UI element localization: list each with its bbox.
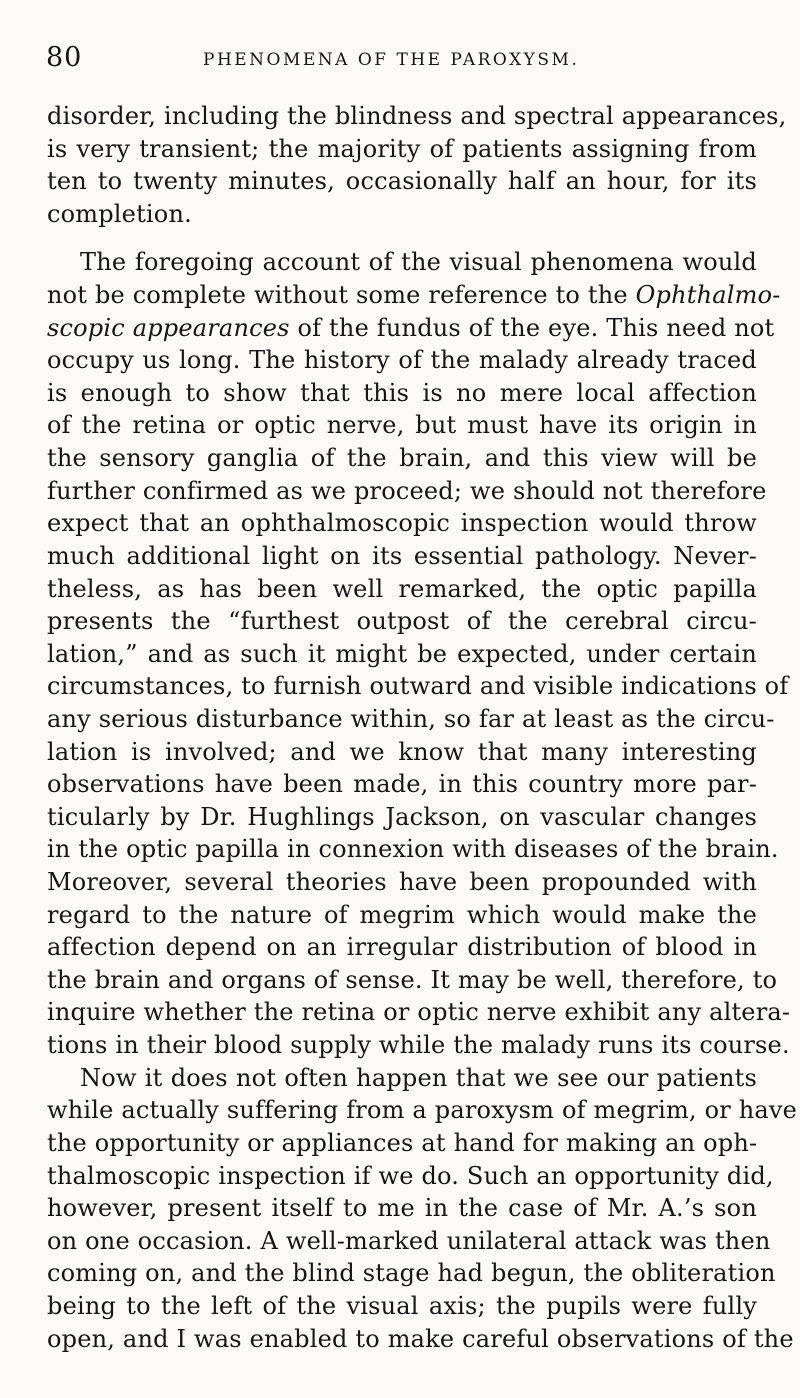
text-line: the sensory ganglia of the brain, and this view will be — [47, 444, 757, 473]
text-line: open, and I was enabled to make careful observations of the — [47, 1324, 794, 1353]
text-line: the brain and organs of sense. It may be well, therefore, to — [47, 965, 778, 994]
text-line: of the retina or optic nerve, but must have its origin in — [47, 411, 757, 440]
text-line: affection depend on an irregular distribution of blood in — [47, 933, 757, 962]
text-line: occupy us long. The history of the malady already traced — [47, 346, 757, 375]
text-line: ten to twenty minutes, occasionally half an hour, for its — [47, 167, 757, 196]
text-line: on one occasion. A well-marked unilateral attack was then — [47, 1226, 771, 1255]
text-line: however, present itself to me in the case of Mr. A.’s son — [47, 1194, 757, 1223]
running-head: PHENOMENA OF THE PAROXYSM. — [203, 50, 580, 70]
text-line: lation,” and as such it might be expected, under certain — [47, 639, 757, 668]
text-line: much additional light on its essential pathology. Never- — [47, 541, 757, 570]
italic-term: scopic appearances — [47, 313, 290, 342]
text-line: any serious disturbance within, so far at least as the circu- — [47, 704, 775, 733]
body-text — [47, 100, 798, 1355]
text-line: coming on, and the blind stage had begun, the obliteration — [47, 1259, 776, 1288]
text-line: is very transient; the majority of patients assigning from — [47, 134, 757, 163]
text-line: presents the “furthest outpost of the cerebral circu- — [47, 607, 757, 636]
text-line: Moreover, several theories have been propounded with — [47, 868, 757, 897]
text-line: scopic appearances of the fundus of the eye. This need not — [47, 313, 775, 342]
text-line: regard to the nature of megrim which would make the — [47, 900, 757, 929]
paragraph-start-line: Now it does not often happen that we see our patients — [80, 1063, 757, 1092]
text-line: not be complete without some reference to the Ophthalmo- — [47, 281, 781, 310]
text-line: being to the left of the visual axis; the pupils were fully — [47, 1291, 757, 1320]
text-line: lation is involved; and we know that many interesting — [47, 737, 757, 766]
text-line: in the optic papilla in connexion with diseases of the brain. — [47, 835, 779, 864]
paragraph-start-line: The foregoing account of the visual phenomena would — [80, 248, 757, 277]
text-line: disorder, including the blindness and spectral appearances, — [47, 102, 787, 130]
page-header — [0, 38, 800, 78]
text-line: completion. — [47, 199, 192, 228]
page-number: 80 — [46, 42, 83, 73]
text-line: expect that an ophthalmoscopic inspection would throw — [47, 509, 757, 538]
text-line: inquire whether the retina or optic nerve exhibit any altera- — [47, 998, 791, 1027]
text-line: ticularly by Dr. Hughlings Jackson, on vascular changes — [47, 802, 757, 831]
text-line: further confirmed as we proceed; we should not therefore — [47, 476, 767, 505]
text-line: the opportunity or appliances at hand for making an oph- — [47, 1128, 758, 1157]
text-line: theless, as has been well remarked, the optic papilla — [47, 574, 757, 603]
text-line: observations have been made, in this country more par- — [47, 770, 757, 799]
italic-term: Ophthalmo- — [635, 281, 781, 310]
text-line: thalmoscopic inspection if we do. Such an opportunity did, — [47, 1161, 774, 1190]
text-line: circumstances, to furnish outward and visible indications of — [47, 672, 789, 701]
text-line: is enough to show that this is no mere local affection — [47, 378, 757, 407]
text-line: while actually suffering from a paroxysm of megrim, or have — [47, 1096, 798, 1125]
text-line: tions in their blood supply while the malady runs its course. — [47, 1031, 790, 1060]
